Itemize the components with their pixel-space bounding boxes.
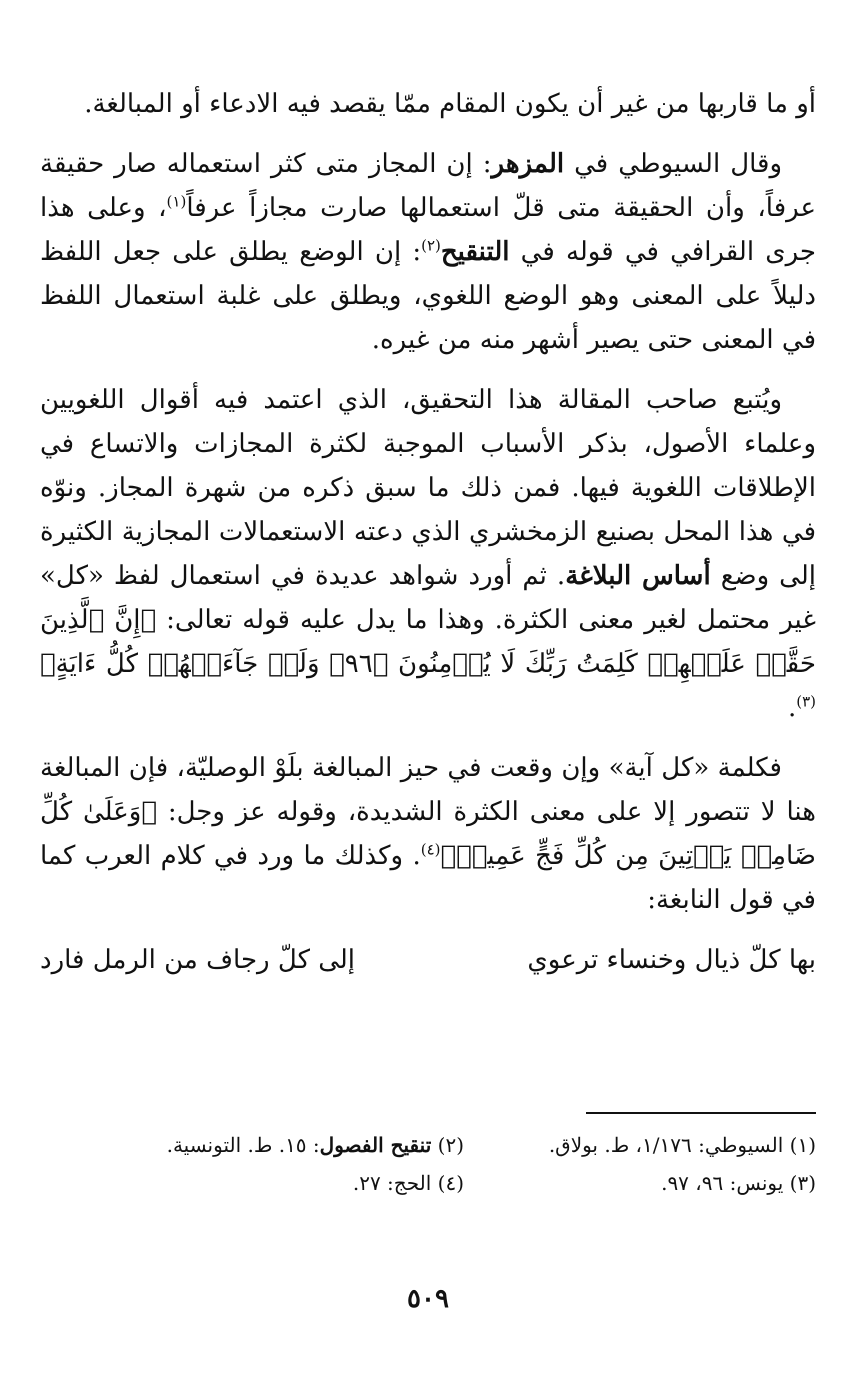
quran-quote-yunus: ﴿إِنَّ ٱلَّذِينَ حَقَّتۡ عَلَيۡهِمۡ كَلِمَتُ رَبِّكَ لَا يُؤۡمِنُونَ ﴿٩٦﴾ وَلَوۡ جَآءَتۡهُمۡ كُلُّ ءَايَةٍ﴾ [40,605,816,679]
footnote-marker-3[interactable]: (٣) [796,692,816,711]
paragraph-1-text: أو ما قاربها من غير أن يكون المقام ممّا يقصد فيه الادعاء أو المبالغة. [84,89,816,119]
paragraph-3-text-c: . [787,693,797,723]
footnote-2-title: تنقيح الفصول [319,1133,432,1157]
verse-hemistich-1: بها كلّ ذيال وخنساء ترعوي [527,945,816,975]
book-title-asas-al-balagha: أساس البلاغة [565,561,711,591]
paragraph-4 [40,746,816,922]
footnotes [40,1126,816,1202]
paragraph-3-text-b: . ثم أورد شواهد عديدة في استعمال لفظ «كل» غير محتمل لغير معنى الكثرة. وهذا ما يدل عليه قوله تعالى: [40,561,816,635]
paragraph-2-text-c: ، وعلى هذا جرى القرافي في قوله في [40,193,816,267]
page-body [40,82,816,982]
poetry-verse [40,938,816,982]
paragraph-2-text-a: وقال السيوطي في [564,149,783,179]
paragraph-4-text-b: . وكذلك ما ورد في كلام العرب كما في قول النابغة: [40,841,816,915]
footnote-3: (٣) يونس: ٩٦، ٩٧. [661,1171,816,1195]
paragraph-4-text-a: فكلمة «كل آية» وإن وقعت في حيز المبالغة بلَوْ الوصليّة، فإن المبالغة هنا لا تتصور إلا على معنى الكثرة الشديدة، وقوله عز وجل: [40,753,816,827]
paragraph-2-text-b: : إن المجاز متى كثر استعماله صار حقيقة عرفاً، وأن الحقيقة متى قلّ استعمالها صارت مجازاً عرفاً [40,149,816,223]
footnote-marker-2[interactable]: (٢) [421,236,441,255]
footnote-row-1 [40,1126,816,1164]
verse-hemistich-2: إلى كلّ رجاف من الرمل فارد [40,945,356,975]
book-title-muzhir: المزهر [491,149,565,179]
page-number: ٥٠٩ [407,1284,449,1314]
paragraph-3-text-a: ويُتبع صاحب المقالة هذا التحقيق، الذي اعتمد فيه أقوال اللغويين وعلماء الأصول، بذكر الأسباب الموجبة لكثرة المجازات والاتساع في الإطلاقات اللغوية فيها. فمن ذلك ما سبق ذكره من شهرة المجاز. ونوّه في هذا المحل بصنيع الزمخشري الذي دعته الاستعمالات المجازية الكثيرة إلى وضع [40,385,816,591]
paragraph-2-text-d: : إن الوضع يطلق على جعل اللفظ دليلاً على المعنى وهو الوضع اللغوي، ويطلق على غلبة استعمال اللفظ في المعنى حتى يصير أشهر منه من غيره. [40,237,816,355]
footnote-row-2 [40,1164,816,1202]
paragraph-3 [40,378,816,730]
footnote-1: (١) السيوطي: ١/١٧٦، ط. بولاق. [548,1133,816,1157]
quran-quote-hajj: ﴿وَعَلَىٰ كُلِّ ضَامِرٖ يَأۡتِينَ مِن كُلِّ فَجٍّ عَمِيقٖ﴾ [40,797,816,871]
paragraph-2 [40,142,816,362]
paragraph-1 [40,82,816,126]
footnote-2-number: (٢) [431,1133,464,1157]
footnote-marker-4[interactable]: (٤) [420,840,441,859]
book-title-tanqih: التنقيح [440,237,510,267]
footnote-2 [167,1126,464,1164]
footnote-marker-1[interactable]: (١) [166,192,187,211]
footnote-2-rest: : ١٥. ط. التونسية. [166,1133,320,1157]
footnote-4: (٤) الحج: ٢٧. [352,1171,464,1195]
footnote-separator [586,1112,816,1114]
